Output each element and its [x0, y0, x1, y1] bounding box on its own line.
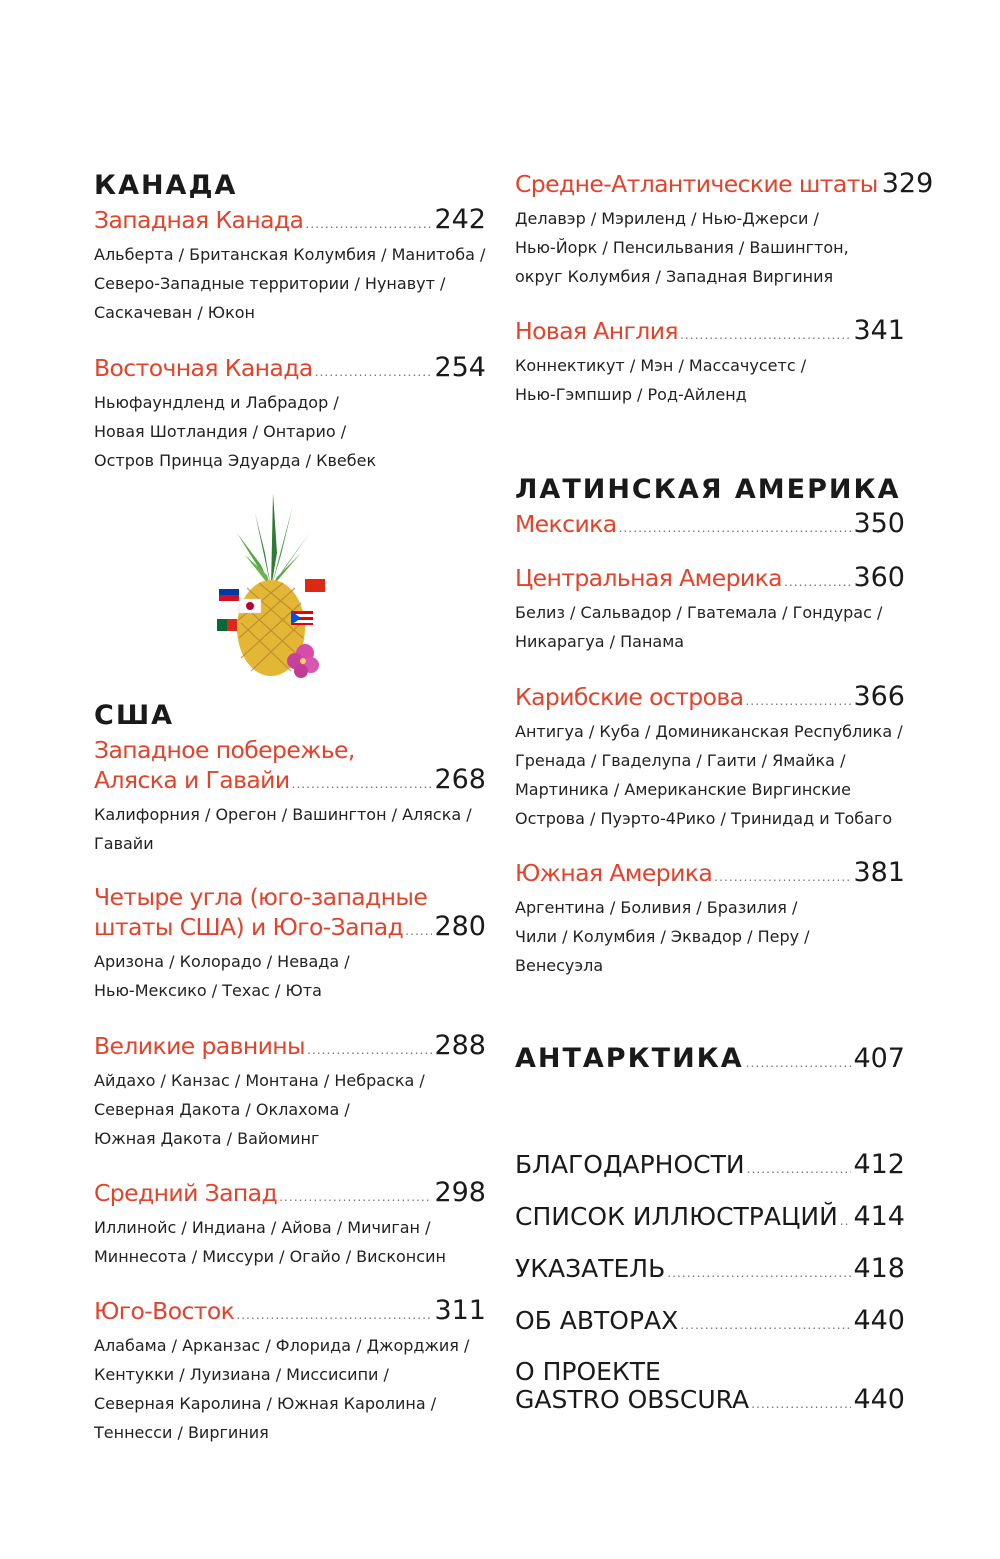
pineapple-leaves-icon	[237, 493, 311, 588]
toc-entry-mexico[interactable]	[515, 509, 905, 539]
entry-description: Айдахо / Канзас / Монтана / Небраска / Северная Дакота / Оклахома / Южная Дакота / Вайоминг	[94, 1071, 425, 1148]
entry-page: 311	[434, 1295, 486, 1326]
entry-page: 329	[881, 168, 934, 199]
entry-title-line2: штаты США) и Юго-Запад	[94, 913, 404, 941]
toc-entry-caribbean[interactable]	[515, 682, 905, 833]
toc-entry-midwest[interactable]	[94, 1178, 486, 1271]
entry-title: Центральная Америка	[515, 564, 782, 592]
entry-page: 412	[853, 1149, 905, 1180]
entry-description: Аризона / Колорадо / Невада / Нью-Мексико / Техас / Юта	[94, 952, 350, 1000]
toc-entry-about-authors[interactable]	[515, 1306, 905, 1335]
entry-title: АНТАРКТИКА	[515, 1043, 744, 1074]
entry-description: Алабама / Арканзас / Флорида / Джорджия / Кентукки / Луизиана / Миссисипи / Северная Каролина / Южная Каролина / Теннесси / Виргиния	[94, 1336, 470, 1442]
entry-description: Делавэр / Мэриленд / Нью-Джерси / Нью-Йорк / Пенсильвания / Вашингтон, округ Колумбия / Западная Виргиния	[515, 209, 849, 286]
toc-entry-south-america[interactable]	[515, 858, 905, 980]
toc-entry-southeast[interactable]	[94, 1296, 486, 1447]
entry-title: БЛАГОДАРНОСТИ	[515, 1150, 745, 1179]
toc-entry-antarctica[interactable]	[515, 1044, 905, 1073]
toc-entry-four-corners[interactable]	[94, 883, 486, 1005]
entry-title-line1: Западное побережье,	[94, 736, 355, 764]
section-heading-usa: США	[94, 700, 175, 731]
toc-entry-index[interactable]	[515, 1254, 905, 1283]
entry-page: 366	[853, 681, 905, 712]
entry-page: 242	[434, 204, 486, 235]
entry-title: Восточная Канада	[94, 354, 313, 382]
entry-page: 418	[853, 1253, 905, 1284]
entry-title: Средний Запад	[94, 1179, 278, 1207]
section-heading-canada: КАНАДА	[94, 170, 238, 201]
toc-entry-about-project[interactable]	[515, 1358, 905, 1414]
entry-page: 407	[853, 1043, 905, 1074]
entry-page: 288	[434, 1030, 486, 1061]
entry-page: 440	[853, 1384, 905, 1415]
entry-title: Южная Америка	[515, 859, 713, 887]
entry-description: Альберта / Британская Колумбия / Манитоба / Северо-Западные территории / Нунавут / Саскачеван / Юкон	[94, 245, 486, 322]
entry-title: Новая Англия	[515, 317, 678, 345]
entry-title-line2: Аляска и Гавайи	[94, 766, 290, 794]
toc-entry-mid-atlantic[interactable]	[515, 168, 934, 291]
pineapple-illustration	[215, 493, 327, 683]
entry-page: 341	[853, 315, 905, 346]
toc-entry-great-plains[interactable]	[94, 1031, 486, 1153]
toc-entry-illustrations[interactable]	[515, 1202, 905, 1231]
toc-entry-acknowledgements[interactable]	[515, 1150, 905, 1179]
entry-page: 280	[434, 911, 486, 942]
toc-entry-west-coast[interactable]	[94, 736, 486, 858]
entry-title: Мексика	[515, 510, 617, 538]
entry-page: 350	[853, 508, 905, 539]
entry-title: СПИСОК ИЛЛЮСТРАЦИЙ	[515, 1202, 838, 1231]
entry-page: 254	[434, 352, 486, 383]
entry-title: ОБ АВТОРАХ	[515, 1306, 679, 1335]
entry-description: Аргентина / Боливия / Бразилия / Чили / Колумбия / Эквадор / Перу / Венесуэла	[515, 898, 810, 975]
toc-entry-eastern-canada[interactable]	[94, 353, 486, 475]
entry-description: Ньюфаундленд и Лабрадор / Новая Шотландия / Онтарио / Остров Принца Эдуарда / Квебек	[94, 393, 377, 470]
entry-page: 381	[853, 857, 905, 888]
toc-entry-new-england[interactable]	[515, 316, 905, 409]
entry-page: 268	[434, 764, 486, 795]
entry-page: 360	[853, 562, 905, 593]
entry-title: Юго-Восток	[94, 1297, 235, 1325]
entry-title-line1: О ПРОЕКТЕ	[515, 1357, 661, 1386]
entry-title: Великие равнины	[94, 1032, 305, 1060]
entry-description: Антигуа / Куба / Доминиканская Республика / Гренада / Гваделупа / Гаити / Ямайка / Мартиника / Американские Виргинские Острова / Пуэрто-4Рико / Тринидад и Тобаго	[515, 722, 903, 828]
entry-title: УКАЗАТЕЛЬ	[515, 1254, 666, 1283]
entry-description: Иллинойс / Индиана / Айова / Мичиган / Миннесота / Миссури / Огайо / Висконсин	[94, 1218, 446, 1266]
toc-entry-central-america[interactable]	[515, 563, 905, 656]
entry-page: 414	[853, 1201, 905, 1232]
entry-title-line1: Четыре угла (юго-западные	[94, 883, 428, 911]
entry-title: Средне-Атлантические штаты	[515, 170, 878, 198]
entry-title: Карибские острова	[515, 683, 744, 711]
entry-page: 440	[853, 1305, 905, 1336]
entry-description: Калифорния / Орегон / Вашингтон / Аляска / Гавайи	[94, 805, 472, 853]
section-heading-latin-america: ЛАТИНСКАЯ АМЕРИКА	[515, 474, 901, 505]
entry-page: 298	[434, 1177, 486, 1208]
entry-title-line2: GASTRO OBSCURA	[515, 1385, 750, 1414]
entry-description: Белиз / Сальвадор / Гватемала / Гондурас / Никарагуа / Панама	[515, 603, 883, 651]
toc-entry-western-canada[interactable]	[94, 205, 486, 327]
entry-description: Коннектикут / Мэн / Массачусетс / Нью-Гэмпшир / Род-Айленд	[515, 356, 807, 404]
entry-title: Западная Канада	[94, 206, 304, 234]
